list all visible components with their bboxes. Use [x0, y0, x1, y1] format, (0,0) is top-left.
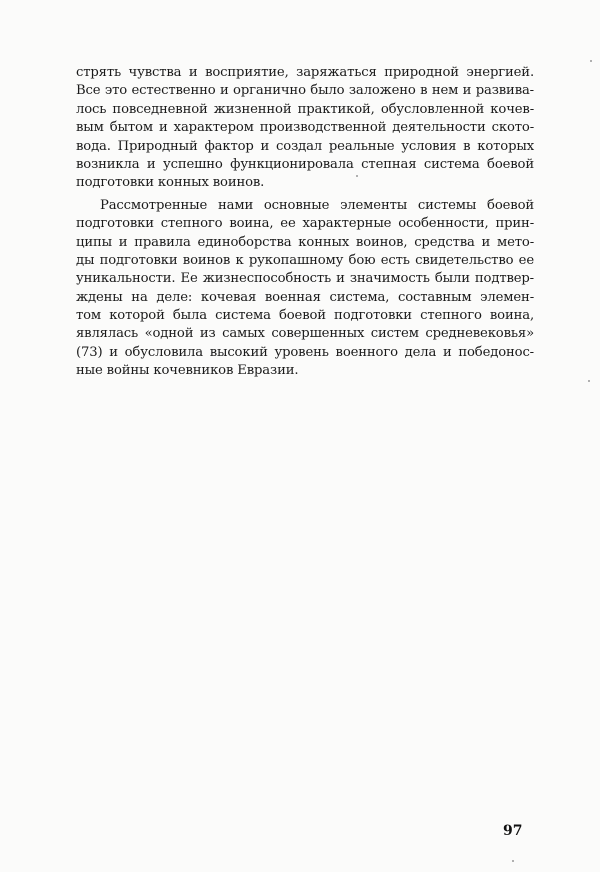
text-line: лось повседневной жизненной практикой, обусловленной кочев-: [76, 101, 534, 117]
page-number: 97: [503, 823, 523, 839]
text-line: возникла и успешно функционировала степная система боевой: [76, 156, 534, 172]
text-line: являлась «одной из самых совершенных систем средневековья»: [76, 326, 534, 342]
scan-speck: [588, 380, 590, 382]
text-line: том которой была система боевой подготовки степного воина,: [76, 308, 534, 324]
text-line: подготовки степного воина, ее характерные особенности, прин-: [76, 216, 534, 232]
text-line: уникальности. Ее жизнеспособность и значимость были подтвер-: [76, 271, 534, 287]
paragraph-2: [76, 197, 534, 381]
text-line: Рассмотренные нами основные элементы системы боевой: [100, 197, 534, 213]
text-line: ды подготовки воинов к рукопашному бою есть свидетельство ее: [76, 252, 534, 268]
text-line: ждены на деле: кочевая военная система, составным элемен-: [76, 289, 534, 305]
text-line: ные войны кочевников Евразии.: [76, 363, 299, 379]
text-line: ципы и правила единоборства конных воинов, средства и мето-: [76, 234, 534, 250]
scan-speck: [590, 60, 592, 62]
scan-speck: [356, 175, 358, 177]
text-line: стрять чувства и восприятие, заряжаться природной энергией.: [76, 65, 534, 80]
text-line: (73) и обусловила высокий уровень военного дела и победонос-: [76, 344, 534, 360]
text-line: вода. Природный фактор и создал реальные условия в которых: [76, 138, 534, 154]
scan-speck: [512, 860, 514, 862]
body-text: [76, 64, 534, 381]
text-line: Все это естественно и органично было заложено в нем и развива-: [76, 83, 534, 99]
paragraph-1: [76, 64, 534, 193]
text-line: вым бытом и характером производственной деятельности ското-: [76, 120, 534, 136]
text-line: подготовки конных воинов.: [76, 175, 265, 191]
